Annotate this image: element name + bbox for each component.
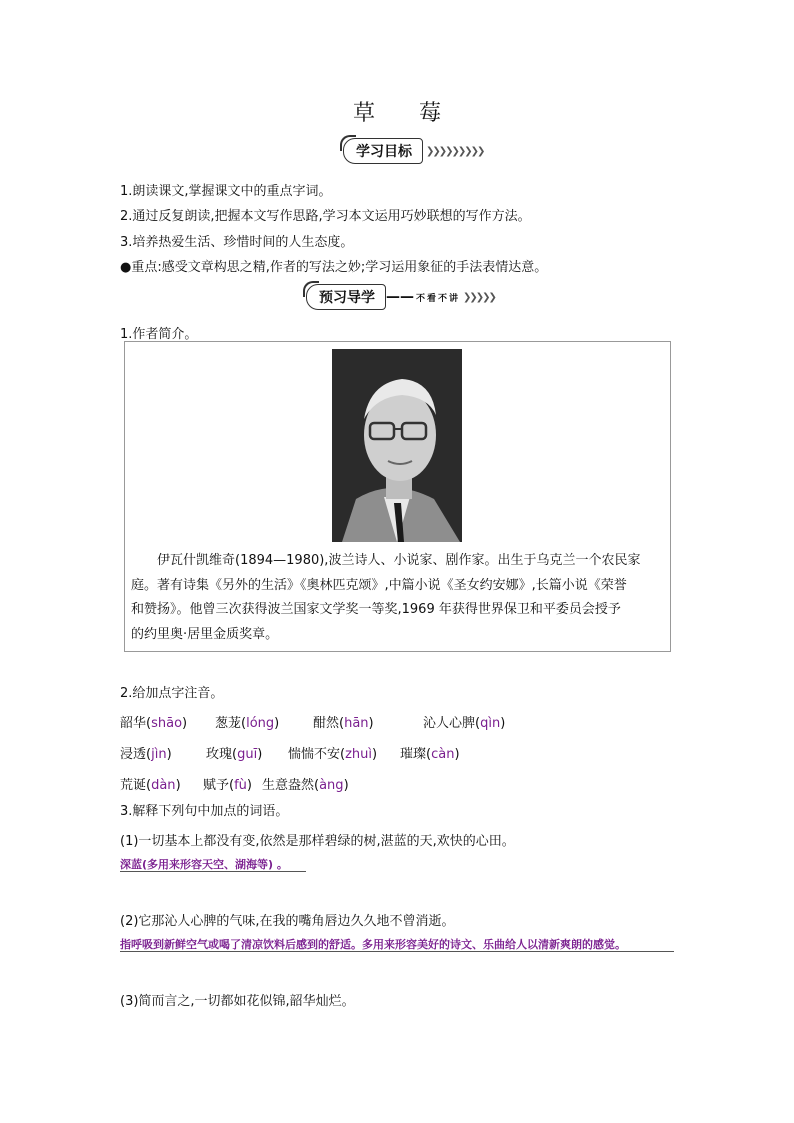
pinyin-item: 沁人心脾(qìn) [423, 716, 506, 731]
answer-2: 指呼吸到新鲜空气或喝了清凉饮料后感到的舒适。多用来形容美好的诗文、乐曲给人以清新爽朗的感觉。 [120, 938, 626, 951]
pinyin-item: 葱茏(lóng) [215, 716, 280, 731]
preview-label: 预习导学 [306, 284, 386, 310]
question-3-label: 3.解释下列句中加点的词语。 [120, 804, 289, 819]
goal-item: 1.朗读课文,掌握课文中的重点字词。 [120, 184, 332, 199]
chevron-decoration-icon: ❯❯❯❯❯ [463, 291, 495, 303]
learning-goals-banner [343, 138, 483, 164]
sentence-2: (2)它那沁人心脾的气味,在我的嘴角唇边久久地不曾消逝。 [120, 914, 455, 929]
goal-item: 3.培养热爱生活、珍惜时间的人生态度。 [120, 235, 354, 250]
preview-dash: —— [386, 289, 414, 305]
pinyin-item: 玫瑰(guī) [206, 747, 263, 762]
learning-goals-label: 学习目标 [343, 138, 423, 164]
pinyin-item: 韶华(shāo) [120, 716, 188, 731]
sentence-3: (3)简而言之,一切都如花似锦,韶华灿烂。 [120, 994, 355, 1009]
author-bio: 伊瓦什凯维奇(1894—1980),波兰诗人、小说家、剧作家。出生于乌克兰一个农民家 庭。著有诗集《另外的生活》《奥林匹克颂》,中篇小说《圣女约安娜》,长篇小说《荣誉 和赞扬》。他曾三次获得波兰国家文学奖一等奖,1969 年获得世界保卫和平委员会授予 的约里奥·居里金质奖章。 [131, 553, 641, 642]
pinyin-item: 璀璨(càn) [400, 747, 460, 762]
question-2-label: 2.给加点字注音。 [120, 686, 224, 701]
pinyin-item: 浸透(jìn) [120, 747, 172, 762]
page-title: 草 莓 [352, 101, 442, 126]
pinyin-item: 赋予(fù) [203, 778, 252, 793]
chevron-decoration-icon: ❯❯❯❯❯❯❯❯❯ [426, 145, 484, 157]
pinyin-item: 惴惴不安(zhuì) [288, 747, 378, 762]
preview-note: 不看不讲 [416, 293, 461, 304]
author-photo [332, 349, 462, 542]
pinyin-item: 酣然(hān) [313, 716, 374, 731]
answer-1: 深蓝(多用来形容天空、湖海等) 。 [120, 858, 288, 871]
pinyin-item: 生意盎然(àng) [262, 778, 349, 793]
preview-banner [306, 284, 495, 310]
goal-item: 2.通过反复朗读,把握本文写作思路,学习本文运用巧妙联想的写作方法。 [120, 209, 531, 224]
answer-2-underline [120, 951, 674, 952]
goal-key-point: ●重点:感受文章构思之精,作者的写法之妙;学习运用象征的手法表情达意。 [120, 260, 548, 275]
answer-1-underline [120, 871, 306, 872]
pinyin-item: 荒诞(dàn) [120, 778, 181, 793]
sentence-1: (1)一切基本上都没有变,依然是那样碧绿的树,湛蓝的天,欢快的心田。 [120, 834, 515, 849]
question-1-label: 1.作者简介。 [120, 327, 198, 342]
